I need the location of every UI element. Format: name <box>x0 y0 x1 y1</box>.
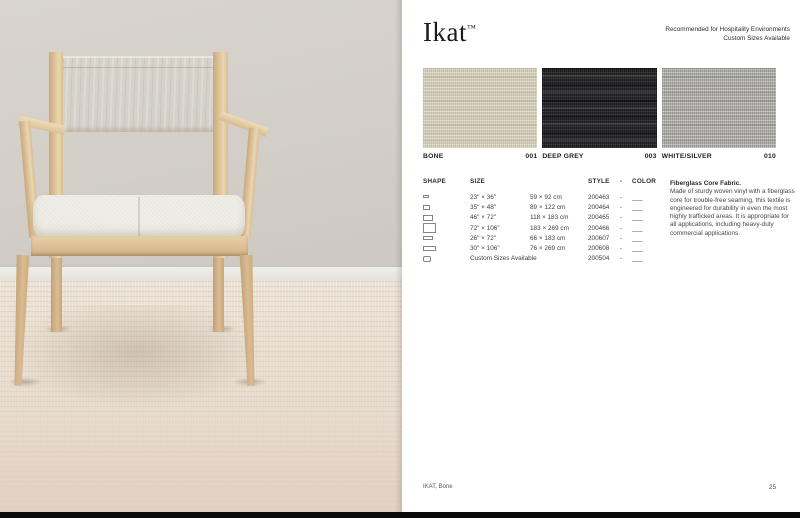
table-row <box>423 233 677 243</box>
footer-caption: IKAT, Bone <box>423 484 453 490</box>
swatch-code: 010 <box>764 153 776 160</box>
recommendation-notes <box>665 25 790 43</box>
swatch-name: WHITE/SILVER <box>661 153 712 160</box>
shape-custom-icon <box>423 256 431 262</box>
size-cm-cell: 59 × 92 cm <box>530 193 562 201</box>
product-info-panel <box>420 0 800 512</box>
page-gutter-shadow <box>395 0 402 512</box>
shape-rect-icon <box>423 215 433 221</box>
style-cell: 200464 <box>588 203 610 211</box>
swatch-label <box>423 153 537 160</box>
chair-rear-right-leg <box>213 254 224 332</box>
size-in-cell: 35" × 48" <box>470 203 497 211</box>
color-blank-cell: ___ <box>632 224 643 232</box>
color-blank-cell: ___ <box>632 203 643 211</box>
shape-cell <box>423 223 470 233</box>
style-cell: 200608 <box>588 245 610 253</box>
separator-cell: - <box>620 203 623 211</box>
swatch-code: 001 <box>525 153 538 160</box>
swatch-image-white-silver <box>662 68 776 148</box>
color-blank-cell: ___ <box>632 214 643 222</box>
style-cell: 200607 <box>588 234 610 242</box>
separator-cell: - <box>620 193 623 201</box>
size-in-cell: 72" × 106" <box>470 224 500 232</box>
swatch-label <box>662 153 776 160</box>
separator-cell: - <box>620 214 623 222</box>
seat-apron <box>31 236 248 256</box>
size-cm-cell: 89 × 122 cm <box>530 203 566 211</box>
style-cell: 200465 <box>588 214 610 222</box>
shape-cell <box>423 194 470 201</box>
bottom-edge-bar <box>0 512 800 518</box>
table-header-row <box>423 175 677 192</box>
table-row <box>423 223 677 233</box>
color-blank-cell: ___ <box>632 193 643 201</box>
shape-runner-icon <box>423 236 433 240</box>
color-blank-cell: ___ <box>632 245 643 253</box>
product-name: Ikat <box>423 17 467 47</box>
swatch-white-silver <box>662 68 776 160</box>
style-cell: 200466 <box>588 224 610 232</box>
shape-cell <box>423 245 470 252</box>
header-separator: - <box>620 178 623 185</box>
separator-cell: - <box>620 255 623 263</box>
size-in-cell: Custom Sizes Available <box>470 255 537 263</box>
size-cm-cell: 183 × 269 cm <box>530 224 569 232</box>
swatch-code: 003 <box>644 153 657 160</box>
chair-foot-shadow <box>8 377 42 387</box>
shape-cell <box>423 255 470 262</box>
trademark-symbol: ™ <box>466 23 476 33</box>
product-photo <box>0 0 402 512</box>
shape-cell <box>423 204 470 211</box>
table-row <box>423 254 677 264</box>
table-row <box>423 192 677 202</box>
recommendation-line: Custom Sizes Available <box>723 35 790 42</box>
size-style-table <box>423 175 677 264</box>
chair-back-panel <box>58 56 219 132</box>
size-in-cell: 23" × 36" <box>470 193 497 201</box>
table-row <box>423 202 677 212</box>
size-cm-cell: 66 × 183 cm <box>530 234 566 242</box>
separator-cell: - <box>620 224 623 232</box>
separator-cell: - <box>620 234 623 242</box>
shape-rect-icon <box>423 205 430 210</box>
swatch-deep-grey <box>542 68 656 160</box>
size-in-cell: 30" × 106" <box>470 245 500 253</box>
page-title <box>423 13 476 47</box>
size-cm-cell: 118 × 183 cm <box>530 214 569 222</box>
header-size: SIZE <box>470 178 486 185</box>
size-cm-cell: 76 × 269 cm <box>530 245 566 253</box>
color-blank-cell: ___ <box>632 255 643 263</box>
separator-cell: - <box>620 245 623 253</box>
shape-cell <box>423 235 470 242</box>
header-shape: SHAPE <box>423 178 447 185</box>
swatch-name: DEEP GREY <box>542 153 584 160</box>
shape-rect-icon <box>423 195 429 198</box>
fabric-description-title: Fiberglass Core Fabric. <box>670 180 742 187</box>
header-style: STYLE <box>588 178 610 185</box>
shape-cell <box>423 214 470 221</box>
swatch-bone <box>423 68 537 160</box>
swatch-label <box>542 153 656 160</box>
color-blank-cell: ___ <box>632 234 643 242</box>
table-row <box>423 243 677 253</box>
recommendation-line: Recommended for Hospitality Environments <box>665 26 790 33</box>
swatch-image-deep-grey <box>542 68 656 148</box>
shape-rect-icon <box>423 223 436 233</box>
style-cell: 200463 <box>588 193 610 201</box>
table-row <box>423 213 677 223</box>
chair-rear-left-leg <box>51 254 62 332</box>
page-number: 25 <box>768 484 776 491</box>
fabric-description <box>670 180 795 238</box>
seat-cushion-seam <box>138 197 140 236</box>
swatch-name: BONE <box>423 153 444 160</box>
swatch-row <box>423 68 776 160</box>
size-in-cell: 46" × 72" <box>470 214 497 222</box>
chair-shadow <box>6 305 268 410</box>
header-color: COLOR <box>632 178 657 185</box>
shape-runner-icon <box>423 246 436 251</box>
swatch-image-bone <box>423 68 537 148</box>
style-cell: 200504 <box>588 255 610 263</box>
size-in-cell: 26" × 72" <box>470 234 497 242</box>
fabric-description-body: Made of sturdy woven vinyl with a fiberglass core for trouble-free seaming, this textile is engineered for durability in even the most highly trafficked areas. It is appropriate for all applications, including heavy-duty commercial applications. <box>670 188 795 237</box>
